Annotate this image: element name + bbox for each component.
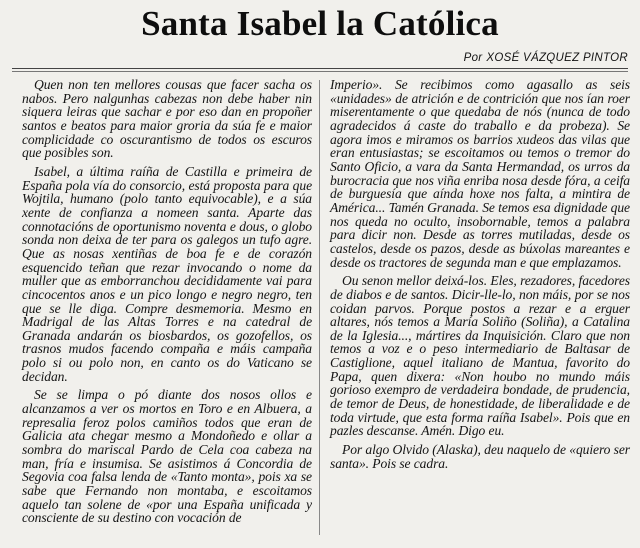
paragraph: Isabel, a última raíña de Castilla e primeira de España pola vía do consorcio, está proposta para que Wojtila, humano (polo tanto equivocable), e a súa xente de confianza a nomeen santa. Aparte das connotacións de oportunismo noventa e dous, o globo sonda non deixa de ter para os galegos un tufo agre. Que as nosas xentiñas de boa fe e de corazón esquencido teñan que rezar invocando o nome da muller que as emborranchou decididamente vai para cincocentos anos e un pico longo e negro negro, ten que se lle diga. Compre desmemoria. Mesmo en Madrigal de las Altas Torres e na catedral de Granada andarán os biosbardos, os gozofellos, os trasnos mudos facendo compaña e máis campaña polo si ou polo non, en canto os do Vaticano se decidan. — [22, 163, 312, 384]
byline — [464, 52, 628, 64]
paragraph: Por algo Olvido (Alaska), deu naquelo de «quiero ser santa». Pois se cadra. — [330, 442, 630, 471]
paragraph: Se se limpa o pó diante dos nosos ollos e alcanzamos a ver os mortos en Toro e en Albuera, a represalia feroz polos camiños todos que eran de Galicia ata chegar mesmo a Mondoñedo e ollar a sombra do mariscal Pardo de Cela coa cabeza na man, fría e insumisa. Se asistimos á Concordia de Segovia coa falsa lenda de «Tanto monta», pois xa se sabe que Fernando non montaba, e escoitamos aquelo tan solene de «por una España unificada y consciente de su destino con vocación de — [22, 387, 312, 526]
paragraph: Ou senon mellor deixá-los. Eles, rezadores, facedores de diabos e de santos. Dicir-lle-lo, non máis, por se nos coidan parvos. Porque postos a rezar e a erguer altares, nós temos a María Soliño (Soliña), a Catalina de la Iglesia..., mártires da Inquisición. Claro que non temos a voz e o peso intermediario de Baltasar de Castiglione, aquel italiano de Mantua, favorito do Papa, quen dixera: «Non houbo no mundo máis gorioso exempro de verdadeira bondade, de prudencia, de temor de Deus, de honestidade, de liberalidade e de toda virtude, que esta forma raíña Isabel». Pois que en pazles descanse. Amén. Digo eu. — [330, 273, 630, 439]
author-name: XOSÉ VÁZQUEZ PINTOR — [486, 52, 628, 64]
left-column — [22, 78, 312, 525]
paragraph-continued: Imperio». Se recibimos como agasallo as seis «unidades» de atrición e de contrición que nos ían roer miserentamente o que quedaba de nós (nunca de todo agradecidos á caste do traballo e da probeza). Se agora imos e miramos os barrios xudeos das vilas que eran entusiastas; se escoitamos ou temos o tremor do Santo Oficio, a vara da Santa Hermandad, os urros da burocracia que nos viña enriba nosa desde fóra, a ceifa de burguesía que aínda hoxe nos falta, a mintira de América... Tamén Granada. Se temos esa dignidade que nos queda no oculto, insobornable, temos a palabra para dicir non. Desde as torres mutiladas, desde os castelos, desde os pazos, desde as búxolas mareantes e desde os tractores de segunda man e que emplazamos. — [330, 77, 630, 270]
header-rule — [12, 68, 628, 69]
byline-prefix: Por — [463, 52, 483, 64]
header-rule-secondary — [12, 71, 628, 72]
right-column — [330, 78, 630, 470]
paragraph: Quen non ten mellores cousas que facer sacha os nabos. Pero nalgunhas cabezas non debe haber nin siquera leiras que sachar e por eso dan en propoñer santos e beatos para maior groria da súa fe e maior complicidade co oscurantismo de todos os escuros que posibles son. — [22, 77, 312, 161]
article-title: Santa Isabel la Católica — [141, 4, 499, 43]
column-divider — [319, 80, 320, 535]
